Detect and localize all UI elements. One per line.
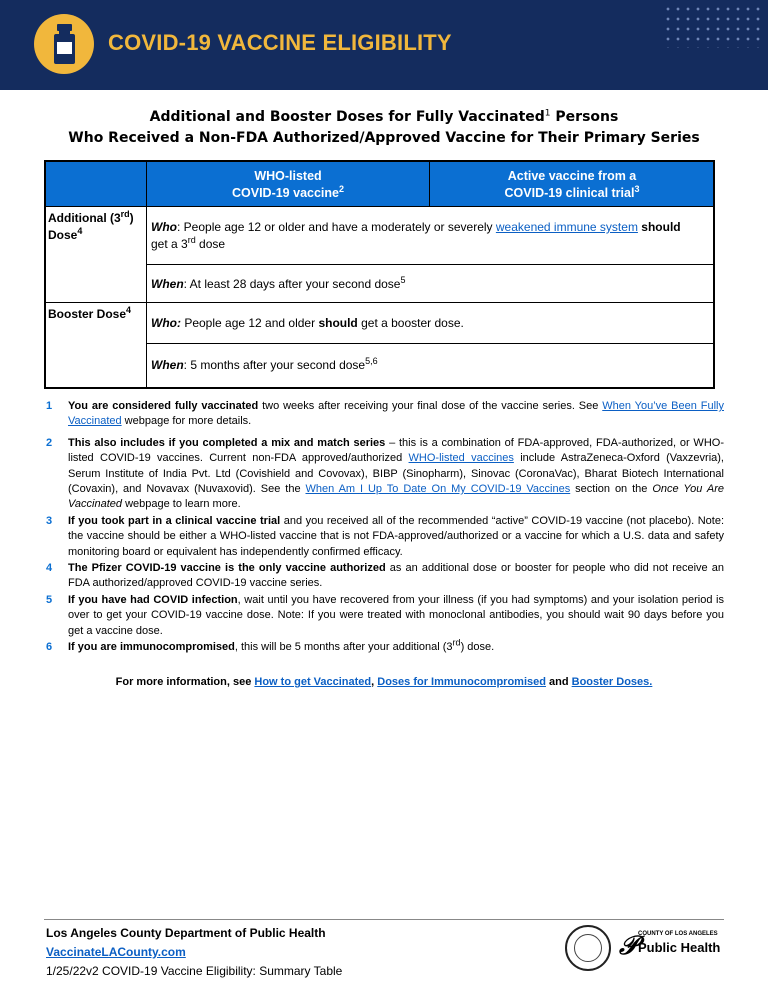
weakened-immune-system-link[interactable]: weakened immune system (495, 220, 638, 234)
booster-doses-link[interactable]: Booster Doses. (571, 676, 653, 688)
up-to-date-link[interactable]: When Am I Up To Date On My COVID-19 Vaccines (305, 483, 571, 496)
doses-immunocompromised-link[interactable]: Doses for Immunocompromised (377, 676, 546, 688)
table-frame (44, 160, 715, 389)
table-header-clinical-trial: Active vaccine from a COVID-19 clinical trial$^3$ (429, 160, 715, 207)
footer-org: Los Angeles County Department of Public Health (46, 926, 326, 940)
county-seal-icon (565, 925, 611, 971)
additional-dose-who-cell: Who: People age 12 or older and have a moderately or severely weakened immune system should get a 3rd dose (146, 206, 715, 265)
booster-dose-when-cell: When: 5 months after your second dose$^{5,6}$ (146, 343, 715, 389)
booster-dose-who-cell: Who: People age 12 and older should get a booster dose. (146, 302, 715, 344)
row-header-booster-dose: Booster Dose$^4$ (44, 302, 147, 389)
footer-divider (44, 919, 724, 920)
public-health-logo: 𝒫 COUNTY OF LOS ANGELES Public Health (619, 930, 721, 960)
footnote-2: 2 This also includes if you completed a mix and match series – this is a combination of FDA-approved, FDA-authorized, or WHO-listed COVID-19 vaccines. Current non-FDA approved/authorized WHO-listed vaccines include AstraZeneca-Oxford (Vaxzevria), Serum Institute of India Pvt. Ltd (Covishield and Covovax), BIBP (Sinopharm), Sinovac (CoronaVac), Bharat Biotech International (Covaxin), and Novavax (Nuvaxovid). See the When Am I Up To Date On My COVID-19 Vaccines section on the Once You Are Vaccinated webpage to learn more. (46, 436, 724, 511)
vaccinate-la-county-link[interactable]: VaccinateLACounty.com (46, 945, 186, 959)
footer-version: 1/25/22v2 COVID-19 Vaccine Eligibility: Summary Table (46, 964, 343, 978)
row-header-additional-dose: Additional (3rd) Dose$^4$ (44, 206, 147, 303)
footer (46, 924, 342, 981)
footnote-3: 3 If you took part in a clinical vaccine trial and you received all of the recommended “active” COVID-19 vaccine (not placebo). Note: the vaccine should be either a WHO-listed vaccine that is not FDA-approved/authorized or a vaccine for which a U.S. data and safety monitoring board or equivalent has independently confirmed efficacy. (46, 514, 725, 558)
more-information: For more information, see How to get Vaccinated, Doses for Immunocompromised and Booster Doses. (115, 676, 653, 688)
how-to-get-vaccinated-link[interactable]: How to get Vaccinated (254, 676, 372, 688)
footnote-4: 4 The Pfizer COVID-19 vaccine is the only vaccine authorized as an additional dose or booster for people who did not receive an FDA authorized/approved COVID-19 vaccine series. (46, 562, 724, 590)
footnotes (44, 399, 724, 657)
who-listed-vaccines-link[interactable]: WHO-listed vaccines (408, 452, 514, 465)
eligibility-table (44, 160, 715, 389)
footnote-5: 5 If you have had COVID infection, wait until you have recovered from your illness (if you had symptoms) and your isolation period is over to get your COVID-19 vaccine dose. Note: If you were treated with monoclonal antibodies, you should wait 90 days before you get a vaccine dose. (46, 593, 724, 637)
page-title: Additional and Booster Doses for Fully Vaccinated$^1$ Persons Who Received a Non-FDA Authorized/Approved Vaccine for Their Primary Series (68, 108, 700, 146)
footnote-1: 1 You are considered fully vaccinated two weeks after receiving your final dose of the vaccine series. See When You’ve Been Fully Vaccinated webpage for more details. (46, 400, 724, 428)
vaccine-vial-icon (34, 14, 94, 74)
banner-title: COVID-19 VACCINE ELIGIBILITY (108, 30, 452, 55)
decorative-dots (663, 4, 763, 48)
additional-dose-when-cell: When: At least 28 days after your second dose$^5$ (146, 264, 715, 303)
header-banner (0, 0, 768, 90)
public-health-mark-icon: 𝒫 (619, 930, 638, 960)
table-header-who-listed: WHO-listed COVID-19 vaccine$^2$ (146, 160, 430, 207)
fully-vaccinated-link[interactable]: When You’ve Been Fully Vaccinated (68, 400, 724, 428)
footnote-6: 6 If you are immunocompromised, this will be 5 months after your additional (3rd) dose. (46, 637, 495, 654)
